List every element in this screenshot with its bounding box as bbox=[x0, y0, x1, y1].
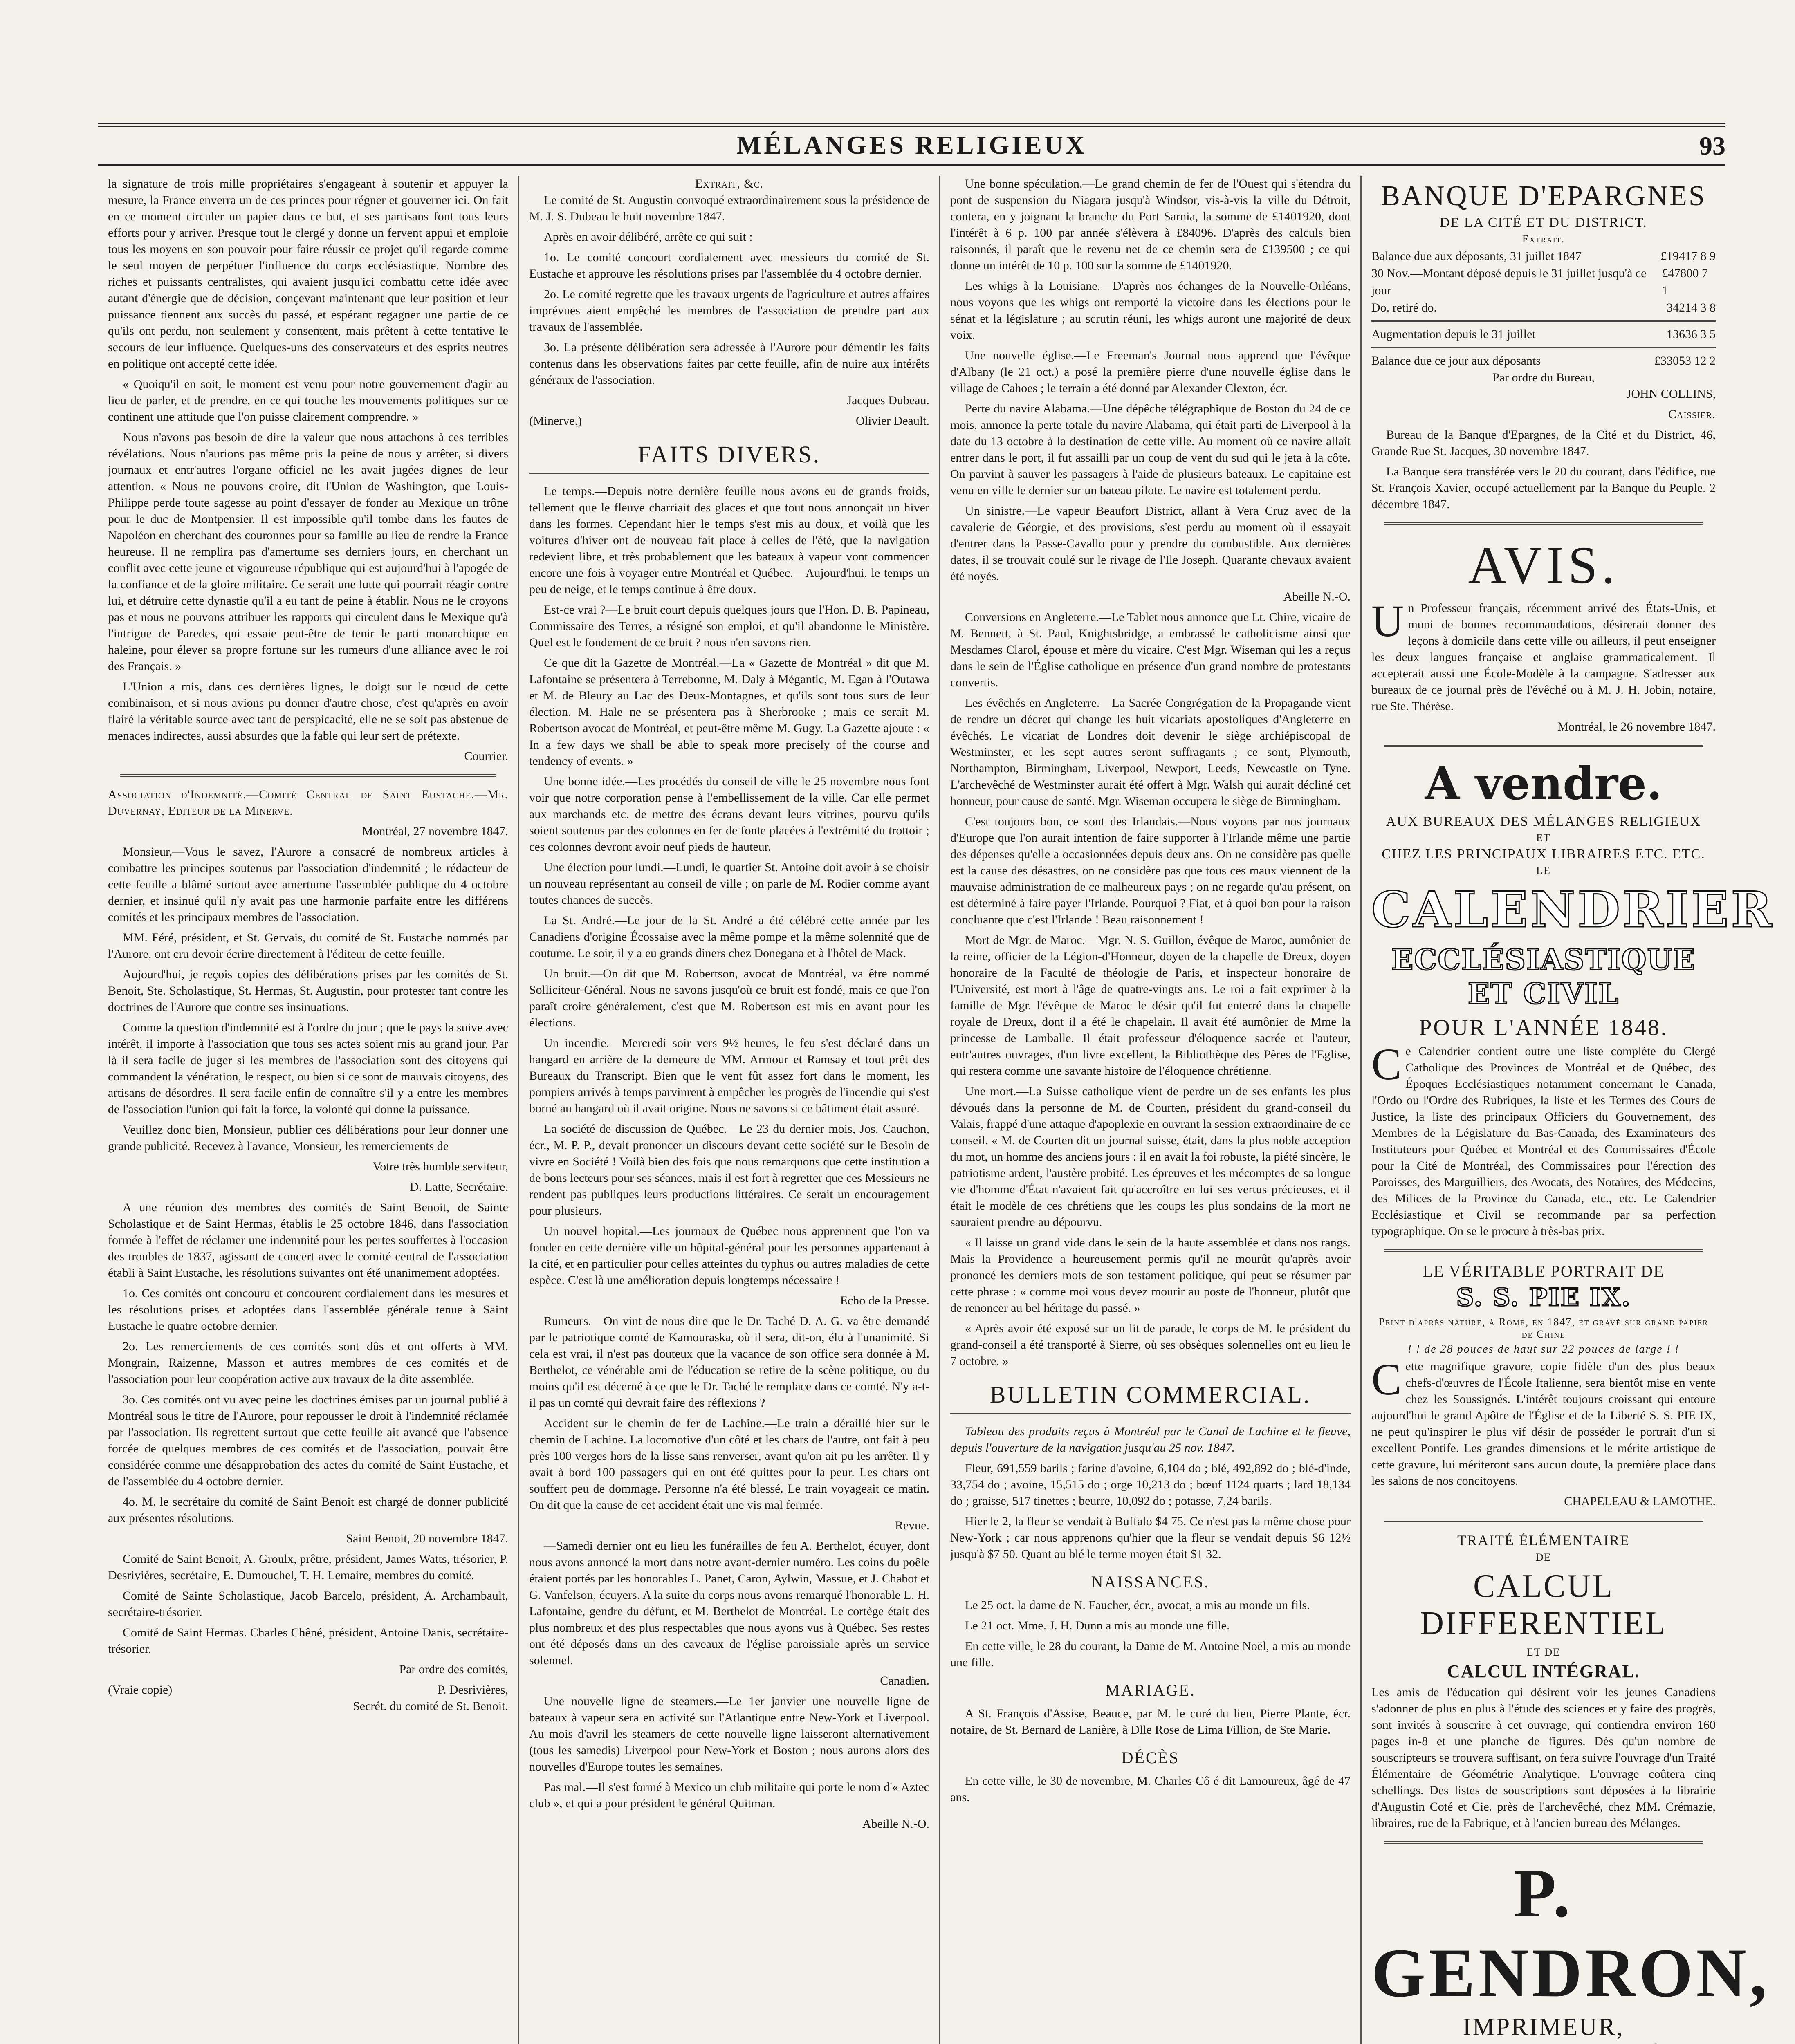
paragraph: Le temps.—Depuis notre dernière feuille nous avons eu de grands froids, tellement que le fleuve charriait des glaces et que tout nous annonçait un hiver dans les formes. Cependant hier le temps s'est mis au doux, et voilà que les voitures d'hiver ont de nouveau fait place à celles de l'été, que la navigation redevient libre, et très probablement que les bateaux à vapeur vont commencer encore une fois à voyager entre Montréal et Québec.—Aujourd'hui, le temps un peu de neige, et le temps continue à être doux. bbox=[529, 484, 929, 596]
divider bbox=[1384, 1520, 1703, 1522]
paragraph: —Samedi dernier ont eu lieu les funérailles de feu A. Berthelot, écuyer, dont nous avons annoncé la mort dans notre avant-dernier numéro. Les coins du poêle étaient portés par les honorables L. Panet, Caron, Aylwin, Massue, et J. Chabot et G. Vanfelson, écuyers. A la suite du corps nous avons remarqué l'honorable L. H. Lafontaine, gendre du défunt, et M. Berthelot de Montréal. Le cortège était des plus nombreux et des plus respectables que nous ayons vus à Québec. Ses restes ont été déposés dans un des caveaux de l'église paroissiale après un service solennel. bbox=[529, 1539, 929, 1667]
signature: P. Desrivières, bbox=[438, 1683, 508, 1697]
source-attribution: Courrier. bbox=[464, 749, 508, 763]
paragraph: C'est toujours bon, ce sont des Irlandais.—Nous voyons par nos journaux d'Europe que l'on aurait intention de faire supporter à l'Irlande même une partie des dépenses qu'elle a occasionnées depuis deux ans. On ne considère pas quelle est la cause des désastres, on ne considère pas que tous ces maux viennent de la mauvaise administration de ce malheureux pays ; on ne regarde qu'au présent, on est déterminé à faire payer l'Irlande. Pourquoi ? Fiat, et à quoi bon pour la raison concluante que c'est l'Irlande ! Beau raisonnement ! bbox=[950, 815, 1351, 926]
extrait-label: Extrait. bbox=[1522, 233, 1565, 245]
row-value: 34214 3 8 bbox=[1667, 301, 1716, 314]
paragraph: Cette magnifique gravure, copie fidèle d'un des plus beaux chefs-d'œuvres de l'École Italienne, sera bientôt mise en vente chez les Soussignés. L'intérêt toujours croissant qui entoure aujourd'hui le grand Apôtre de l'Église et de la Liberté S. S. PIE IX, ne peut qu'inspirer le plus vif désir de posséder le portrait d'un si excellent Pontife. Les grandes dimensions et le mérite artistique de cette gravure, lui mériteront sans aucun doute, la première place dans les salons de nos concitoyens. bbox=[1371, 1354, 1716, 1488]
dateline: Montréal, le 26 novembre 1847. bbox=[1557, 720, 1716, 733]
divider bbox=[1384, 522, 1703, 525]
bank-order: Par ordre du Bureau, bbox=[1492, 371, 1595, 384]
row-label: Do. retiré do. bbox=[1371, 301, 1437, 314]
row-label: Augmentation depuis le 31 juillet bbox=[1371, 327, 1536, 341]
bank-signer: JOHN COLLINS, bbox=[1626, 387, 1716, 401]
row-value: £47800 7 1 bbox=[1662, 267, 1708, 297]
signature: Jacques Dubeau. bbox=[847, 394, 929, 407]
signature: D. Latte, Secrétaire. bbox=[410, 1180, 508, 1194]
source-attribution: Canadien. bbox=[880, 1674, 929, 1688]
signature: Par ordre des comités, bbox=[399, 1663, 508, 1676]
paragraph: « Il laisse un grand vide dans le sein de la haute assemblée et dans nos rangs. Mais la Providence a heureusement permis qu'il ne mourût qu'après avoir prononcé les derniers mots de son testament politique, qui peut se résumer par cette phrase : « comme moi vous devez mourir au poste de l'honneur, plutôt que de renoncer au bel héritage du passé. » bbox=[950, 1236, 1351, 1315]
paragraph: Perte du navire Alabama.—Une dépêche télégraphique de Boston du 24 de ce mois, annonce la perte totale du navire Alabama, qui était parti de Liverpool à la date du 13 octobre à la destination de cette ville. Au moment où ce navire allait entrer dans le port, il fut assailli par un coup de vent du sud qui le jeta à la côte. On parvint à sauver les passagers à l'aide de plusieurs bateaux. Le capitaine est venu en ville le dernier sur un bateau pilote. Le navire est totalement perdu. bbox=[950, 402, 1351, 497]
paragraph: Une nouvelle ligne de steamers.—Le 1er janvier une nouvelle ligne de bateaux à vapeur sera en activité sur l'Atlantique entre New-York et Liverpool. Au mois d'avril les steamers de cette nouvelle ligne laisseront alternativement (tous les samedis) Liverpool pour New-York et Boston ; nous aurons alors des nouvelles d'Europe toutes les semaines. bbox=[529, 1694, 929, 1773]
paragraph: En cette ville, le 30 de novembre, M. Charles Cô é dit Lamoureux, âgé de 47 ans. bbox=[950, 1774, 1351, 1804]
paragraph: Comme la question d'indemnité est à l'ordre du jour ; que le pays la suive avec intérêt, il importe à l'association que tous ses actes soient mis au grand jour. Par là il sera facile de juger si les membres de l'association sont des citoyens qui commandent la vénération, le respect, ou bien si ce sont de mauvais citoyens, des artisans de désordres. Il sera facile enfin de connaître s'il y a entre les membres de l'association l'union qui fait la force, la volonté qui donne la puissance. bbox=[108, 1021, 508, 1116]
signature: Votre très humble serviteur, bbox=[372, 1160, 508, 1173]
treatise-label: ET DE bbox=[1526, 1646, 1561, 1658]
divider bbox=[1384, 1841, 1703, 1844]
subsection-heading: DÉCÈS bbox=[1121, 1748, 1180, 1767]
page-number: 93 bbox=[1699, 131, 1725, 160]
row-label: 30 Nov.—Montant déposé depuis le 31 juillet jusqu'à ce jour bbox=[1371, 267, 1647, 297]
paragraph: Le 25 oct. la dame de N. Faucher, écr., avocat, a mis au monde un fils. bbox=[965, 1598, 1310, 1612]
dateline: Montréal, 27 novembre 1847. bbox=[362, 825, 508, 838]
portrait-subtitle: Peint d'après nature, à Rome, en 1847, et gravé sur grand papier de Chine bbox=[1378, 1316, 1709, 1340]
paragraph: Accident sur le chemin de fer de Lachine.—Le train a déraillé hier sur le chemin de Lachine. La locomotive d'un côté et les chars de l'autre, ont fait à peu près 100 verges hors de la lisse sans renverser, avant qu'on ait pu les arrêter. Il y avait à bord 100 passagers qui en ont été quittes pour la peur. Les chars ont souffert peu de dommage. Personne n'a été blessé. Le train voyageait ce matin. On dit que la cause de cet accident était une vis mal fermée. bbox=[529, 1416, 929, 1512]
treatise-title: CALCUL DIFFERENTIEL bbox=[1420, 1568, 1667, 1641]
treatise-subtitle: CALCUL INTÉGRAL. bbox=[1447, 1661, 1640, 1681]
paragraph: Un bruit.—On dit que M. Robertson, avocat de Montréal, va être nommé Solliciteur-Général. Nous ne savons jusqu'où ce bruit est fondé, mais ce que l'on paraît croire généralement, c'est que M. Robertson est mis en avant pour les élections. bbox=[529, 967, 929, 1029]
paragraph: Les whigs à la Louisiane.—D'après nos échanges de la Nouvelle-Orléans, nous voyons que les whigs ont remporté la victoire dans les élections pour le sénat et la législature ; au scrutin réuni, les whigs auront une majorité de deux voix. bbox=[950, 279, 1351, 342]
row-value: £33053 12 2 bbox=[1654, 354, 1716, 368]
printer-title: IMPRIMEUR, bbox=[1463, 2013, 1624, 2040]
paragraph: la signature de trois mille propriétaires s'engageant à soutenir et appuyer la mesure, la France enverra un de ces princes pour régner et gouverner ici. On fait en ce moment circuler un papier dans ce but, et ses partisans font tous leurs efforts pour y arriver. Presque tout le clergé y donne un fervent appui et emploie tous les moyens en son pouvoir pour faire réussir ce projet qu'il regarde comme le seul moyen de perpétuer l'influence du corps ecclésiastique. Nombre des riches et puissants centralistes, qui avaient jusqu'ici combattu cette idée avec autant d'énergie que de décision, conçevant maintenant que leur position et leur puissance tiennent aux succès du passé, et espérant regagner une partie de ce qu'ils ont perdu, non seulement y consentent, mais prêtent à cette tentative le secours de leur influence. Quelques-uns des conservateurs et des esprits neutres en politique ont accepté cette idée. bbox=[108, 177, 508, 370]
newspaper-title: MÉLANGES RELIGIEUX bbox=[736, 130, 1087, 159]
portrait-subject: S. S. PIE IX. bbox=[1456, 1283, 1631, 1312]
signature: Olivier Deault. bbox=[856, 414, 929, 428]
paragraph: Fleur, 691,559 barils ; farine d'avoine, 6,104 do ; blé, 492,892 do ; blé-d'inde, 33,754 do ; avoine, 15,515 do ; orge 10,213 do ; bœuf 1124 quarts ; lard 18,134 do ; graisse, 517 tinettes ; beurre, 10,092 do ; potasse, 7,24 barils. bbox=[950, 1461, 1351, 1508]
paragraph: Après en avoir délibéré, arrête ce qui suit : bbox=[544, 230, 753, 244]
paragraph: Comité de Sainte Scholastique, Jacob Barcelo, président, A. Archambault, secrétaire-trésorier. bbox=[108, 1589, 508, 1619]
paragraph: 4o. M. le secrétaire du comité de Saint Benoit est chargé de donner publicité aux présentes résolutions. bbox=[108, 1495, 508, 1525]
statement-row bbox=[1371, 326, 1716, 343]
bank-statement bbox=[1371, 248, 1716, 370]
paragraph: MM. Féré, président, et St. Gervais, du comité de St. Eustache nommés par l'Aurore, ont cru devoir écrire directement à l'éditeur de cette feuille. bbox=[108, 931, 508, 961]
paragraph: Une nouvelle église.—Le Freeman's Journal nous apprend que l'évêque d'Albany (le 21 oct.) a posé la première pierre d'une nouvelle église dans le village de Cahoes ; le terrain a été donné par Alexander Clexton, écr. bbox=[950, 349, 1351, 395]
paragraph: 2o. Le comité regrette que les travaux urgents de l'agriculture et autres affaires imprévues aient empêché les membres de l'association de prendre part aux travaux de l'assemblée. bbox=[529, 287, 929, 334]
statement-row bbox=[1371, 248, 1716, 265]
bank-title: BANQUE D'EPARGNES bbox=[1381, 180, 1706, 212]
paragraph: 2o. Les remerciements de ces comités sont dûs et ont offerts à MM. Mongrain, Raizenne, Masson et autres membres de ces comités et de l'association pour leur coopération active aux travaux de la dite assemblée. bbox=[108, 1340, 508, 1386]
extrait-label: Extrait, &c. bbox=[695, 177, 764, 191]
paragraph: Ce que dit la Gazette de Montréal.—La « Gazette de Montréal » dit que M. Lafontaine se présentera à Terrebonne, M. Daly à Mégantic, M. Egan à l'Outawa et M. de Bleury au Lac des Deux-Montagnes, et qu'ils sont tous surs de leur élection. M. Hale ne se présentera pas à Sherbrooke ; mais ce serait M. Robertson avocat de Montréal, et peut-être même M. Gugy. La Gazette ajoute : « In a few days we shall be able to speak more precisely of the course and tendency of events. » bbox=[529, 656, 929, 768]
paragraph: Monsieur,—Vous le savez, l'Aurore a consacré de nombreux articles à combattre les principes soutenus par l'association d'indemnité ; le rédacteur de cette feuille a blâmé surtout avec amertume l'assemblée publique du 4 octobre dernier, et insinué qu'il n'y avait pas une harmonie parfaite entre les différens comités et les principaux membres de l'association. bbox=[108, 845, 508, 924]
subsection-heading: MARIAGE. bbox=[1105, 1681, 1196, 1699]
paragraph: Une élection pour lundi.—Lundi, le quartier St. Antoine doit avoir à se choisir un nouveau représentant au conseil de ville ; on parle de M. Rodier comme ayant toutes chances de succès. bbox=[529, 861, 929, 907]
portrait-size: ! ! de 28 pouces de haut sur 22 pouces de large ! ! bbox=[1407, 1343, 1680, 1356]
paragraph: Une bonne idée.—Les procédés du conseil de ville le 25 novembre nous font voir que notre corporation pense à l'embellissement de la ville. Car elle permet aux marchands etc. de mettre des écrans devant leurs vitrines, pourvu qu'ils soient soutenus par des colonnes en fer de fonte placées à l'extrémité du trottoir ; ces colonnes devront avoir neuf pieds de hauteur. bbox=[529, 775, 929, 854]
ad-subtitle: CHEZ LES PRINCIPAUX LIBRAIRES ETC. ETC. bbox=[1382, 847, 1705, 862]
paragraph: Tableau des produits reçus à Montréal par le Canal de Lachine et le fleuve, depuis l'ouverture de la navigation jusqu'au 25 nov. 1847. bbox=[950, 1425, 1351, 1455]
bank-signer-title: Caissier. bbox=[1668, 408, 1716, 421]
calendar-subtitle: ECCLÉSIASTIQUE ET CIVIL bbox=[1391, 943, 1696, 1011]
source-attribution: Echo de la Presse. bbox=[840, 1294, 929, 1307]
paragraph: Un Professeur français, récemment arrivé des États-Unis, et muni de bonnes recommandations, désirerait donner des leçons à domicile dans cette ville ou ailleurs, il peut enseigner les deux langues française et anglaise grammaticalement. Il accepterait aussi une École-Modèle à la campagne. S'adresser aux bureaux de ce journal près de l'évêché ou à M. J. H. Jobin, notaire, rue Ste. Thérèse. bbox=[1371, 596, 1716, 713]
paragraph: Comité de Saint Benoit, A. Groulx, prêtre, président, James Watts, trésorier, P. Desrivières, secrétaire, E. Dumouchel, T. H. Lemaire, membres du comité. bbox=[108, 1552, 508, 1582]
columns bbox=[98, 176, 1775, 2044]
paragraph: Conversions en Angleterre.—Le Tablet nous annonce que Lt. Chire, vicaire de M. Bennett, à St. Paul, Knightsbridge, a embrassé le catholicisme ainsi que Mesdames Clarol, épouse et mère du vicaire. C'est Mgr. Wiseman qui les a reçus dans le sein de l'Église catholique en présence d'un grand nombre de protestants convertis. bbox=[950, 610, 1351, 689]
source-attribution: Abeille N.-O. bbox=[862, 1817, 929, 1831]
paragraph: Un sinistre.—Le vapeur Beaufort District, allant à Vera Cruz avec de la cavalerie de Géorgie, et des provisions, s'est perdu au moment où il essayait d'entrer dans la Passe-Cavallo pour y prendre du combustible. Aux dernières dates, il se trouvait coulé sur le rivage de l'Ile Joseph. Quarante chevaux avaient été noyés. bbox=[950, 504, 1351, 583]
paragraph: 1o. Le comité concourt cordialement avec messieurs du comité de St. Eustache et approuve les résolutions prises par l'assemblée du 4 octobre dernier. bbox=[529, 251, 929, 280]
paragraph: Une bonne spéculation.—Le grand chemin de fer de l'Ouest qui s'étendra du pont de suspension du Niagara jusqu'à Windsor, vis-à-vis la ville du Détroit, contera, en y joignant la branche du Port Sarnia, la somme de £1401920, dont l'intérêt à 6 p. 100 par année s'élèvera à £84096. D'après des calculs bien raisonnés, il paraît que le revenu net de ce chemin sera de £139500 ; ce qui donne un intérêt de 10 p. 100 sur la somme de £1401920. bbox=[950, 177, 1351, 272]
paragraph: « Quoiqu'il en soit, le moment est venu pour notre gouvernement d'agir au lieu de parler, et de prendre, en ce qui touche les mouvements politiques sur ce continent une attitude que l'on puisse clairement comprendre. » bbox=[108, 377, 508, 424]
statement-row bbox=[1371, 352, 1716, 370]
column-2 bbox=[519, 176, 940, 2044]
paragraph: Un nouvel hopital.—Les journaux de Québec nous apprennent que l'on va fonder en cette dernière ville un hôpital-général pour les personnes appartenant à la cité, et en particulier pour celles atteintes du typhus ou autres maladies de cette espèce. C'est là une amélioration depuis longtemps nécessaire ! bbox=[529, 1224, 929, 1287]
section-heading: FAITS DIVERS. bbox=[529, 441, 929, 474]
paragraph: 1o. Ces comités ont concouru et concourent cordialement dans les mesures et les résolutions prises et adoptées dans l'assemblée générale tenue à Saint Eustache le quatre octobre dernier. bbox=[108, 1286, 508, 1333]
paragraph: « Après avoir été exposé sur un lit de parade, le corps de M. le président du grand-conseil a été transporté à Sierre, où ses obsèques solennelles ont eu lieu le 7 octobre. » bbox=[950, 1322, 1351, 1368]
paragraph: Ce Calendrier contient outre une liste complète du Clergé Catholique des Provinces de Montréal et de Québec, des Époques Ecclésiastiques notamment concernant le Canada, l'Ordo ou l'Ordre des Rubriques, la liste et les Termes des Cours de Justice, la liste des principaux Officiers du Gouvernement, des Membres de la Législature du Bas-Canada, des Examinateurs des Instituteurs pour Québec et Montréal et des Commissaires d'École pour la Cité de Montréal, des Commissaires pour l'érection des Paroisses, des Marguilliers, des Avocats, des Notaires, des Médecins, des Milices de la Province du Canada, etc., etc. Le Calendrier Ecclésiastique et Civil se recommande par sa perfection typographique. On se le procure à très-bas prix. bbox=[1371, 1039, 1716, 1238]
source-attribution: Abeille N.-O. bbox=[1283, 590, 1351, 603]
paragraph: L'Union a mis, dans ces dernières lignes, le doigt sur le nœud de cette combinaison, et si nous avions pu donner d'autre chose, c'est qu'après en avoir flairé la véritable source avec tant de perspicacité, elle ne se soit pas abstenue de menaces indirectes, aussi absurdes que la fable qui leur sert de prétexte. bbox=[108, 680, 508, 742]
paragraph: Un incendie.—Mercredi soir vers 9½ heures, le feu s'est déclaré dans un hangard en arrière de la demeure de MM. Armour et Ramsay et tout prêt des Bureaux du Transcript. Bien que le vent fût assez fort dans le moment, les pompiers arrivés à temps parvinrent à empêcher les progrès de l'incendie qui s'est borné au hangard où il avait origine. Nous ne savons si ce bâtiment était assuré. bbox=[529, 1036, 929, 1115]
row-value: 13636 3 5 bbox=[1667, 327, 1716, 341]
divider bbox=[1371, 320, 1716, 322]
paragraph: A St. François d'Assise, Beauce, par M. le curé du lieu, Pierre Plante, écr. notaire, de St. Bernard de Lanière, à Dlle Rose de Lima Fillion, de Ste Marie. bbox=[950, 1707, 1351, 1737]
signature: CHAPELEAU & LAMOTHE. bbox=[1564, 1495, 1716, 1508]
statement-row bbox=[1371, 299, 1716, 316]
row-label: Balance due ce jour aux déposants bbox=[1371, 354, 1541, 368]
source-attribution: (Minerve.) bbox=[529, 414, 582, 428]
signature: Secrét. du comité de St. Benoit. bbox=[353, 1699, 508, 1713]
treatise-label: DE bbox=[1535, 1551, 1552, 1563]
signature: (Vraie copie) bbox=[108, 1683, 173, 1697]
paragraph: 3o. La présente délibération sera adressée à l'Aurore pour démentir les faits contenus dans les observations faites par cette feuille, afin de nuire aux intérêts généraux de l'association. bbox=[529, 341, 929, 387]
paragraph: La Banque sera transférée vers le 20 du courant, dans l'édifice, rue St. François Xavier, occupé actuellement par la Banque du Peuple. 2 décembre 1847. bbox=[1371, 465, 1716, 511]
section-heading: BULLETIN COMMERCIAL. bbox=[950, 1381, 1351, 1414]
paragraph: Le 21 oct. Mme. J. H. Dunn a mis au monde une fille. bbox=[965, 1619, 1230, 1632]
divider bbox=[1384, 745, 1703, 747]
paragraph: Bureau de la Banque d'Epargnes, de la Cité et du District, 46, Grande Rue St. Jacques, 30 novembre 1847. bbox=[1371, 428, 1716, 458]
ad-subtitle: LE bbox=[1536, 865, 1551, 876]
masthead bbox=[98, 123, 1725, 166]
paragraph: En cette ville, le 28 du courant, la Dame de M. Antoine Noël, a mis au monde une fille. bbox=[950, 1639, 1351, 1669]
bank-subtitle: DE LA CITÉ ET DU DISTRICT. bbox=[1440, 215, 1647, 230]
column-4 bbox=[1362, 176, 1775, 2044]
divider bbox=[1371, 347, 1716, 348]
portrait-title: LE VÉRITABLE PORTRAIT DE bbox=[1423, 1262, 1665, 1280]
paragraph: Veuillez donc bien, Monsieur, publier ces délibérations pour leur donner une grande publicité. Recevez à l'avance, Monsieur, les remerciements de bbox=[108, 1123, 508, 1153]
subsection-heading: NAISSANCES. bbox=[1091, 1573, 1210, 1591]
paragraph: A une réunion des membres des comités de Saint Benoit, de Sainte Scholastique et de Saint Hermas, établis le 25 octobre 1846, dans l'association formée à l'effet de réclamer une indemnité pour les pertes souffertes à l'occasion des troubles de 1837, agissant de concert avec le comité central de l'association établi à Saint Eustache, les résolutions suivantes ont été unanimement adoptées. bbox=[108, 1201, 508, 1280]
divider bbox=[1384, 1249, 1703, 1252]
divider bbox=[120, 774, 496, 777]
row-label: Balance due aux déposants, 31 juillet 1847 bbox=[1371, 249, 1582, 263]
avis-title: AVIS. bbox=[1468, 536, 1619, 595]
row-value: £19417 8 9 bbox=[1660, 249, 1716, 263]
signature-row bbox=[108, 1682, 508, 1698]
for-sale-title: A vendre. bbox=[1425, 757, 1663, 810]
paragraph: Nous n'avons pas besoin de dire la valeur que nous attachons à ces terribles révélations. Nous n'aurions pas même pris la peine de nous y arrêter, si divers journaux et entr'autres l'organe officiel ne les avait jugées dignes de leur attention. « Nous ne pouvons croire, dit l'Union de Washington, que Louis-Philippe perde toute sagesse au point d'essayer de fonder au Mexique un trône pour le duc de Montpensier. Il est impossible qu'il tombe dans les fautes de Napoléon en cherchant des couronnes pour sa famille au lieu de rendre la France heureuse. Il ne remplira pas d'amertume ses derniers jours, en cherchant un conflit avec cette jeune et vigoureuse république qui est aujourd'hui à l'apogée de la confiance et de la gloire militaire. Ce serait une lutte qui pourrait réagir contre lui, et détruire cette dynastie qu'il a eu tant de peine à établir. Nous ne le croyons pas et nous ne pouvons attribuer les rapports qui circulent dans le Mexique qu'à l'intrigue de Paredes, qui essaie peut-être de tenir le parti monarchique en haleine, pour élever sa propre fortune sur les rumeurs d'une alliance avec le roi des Français. » bbox=[108, 430, 508, 673]
calendar-year: POUR L'ANNÉE 1848. bbox=[1419, 1015, 1668, 1040]
column-1 bbox=[98, 176, 519, 2044]
ad-subtitle: ET bbox=[1536, 832, 1551, 844]
printer-name: P. GENDRON, bbox=[1371, 1855, 1770, 2011]
dateline: Saint Benoit, 20 novembre 1847. bbox=[346, 1532, 508, 1545]
column-3 bbox=[940, 176, 1362, 2044]
treatise-label: TRAITÉ ÉLÉMENTAIRE bbox=[1457, 1532, 1630, 1549]
calendar-title: CALENDRIER bbox=[1371, 881, 1775, 939]
paragraph: Les amis de l'éducation qui désirent voir les jeunes Canadiens s'adonner de plus en plus à l'étude des sciences et y faire des progrès, sont invités à souscrire à cet ouvrage, qui contiendra environ 160 pages in-8 et une planche de figures. Dès qu'un nombre de souscripteurs se trouvera suffisant, on fera suivre l'ouvrage d'un Traité Élémentaire de Géométrie Analytique. L'ouvrage coûtera cinq schellings. Des listes de souscriptions sont déposées à la librairie d'Augustin Coté et Cie. près de l'archevêché, chez MM. Crémazie, libraires, rue de la Fabrique, et à l'ancien bureau des Mélanges. bbox=[1371, 1685, 1716, 1830]
paragraph: Le comité de St. Augustin convoqué extraordinairement sous la présidence de M. J. S. Dubeau le huit novembre 1847. bbox=[529, 193, 929, 223]
paragraph: Aujourd'hui, je reçois copies des délibérations prises par les comités de St. Benoit, Ste. Scholastique, St. Hermas, St. Augustin, pour protester tant contre les doctrines de l'Aurore que contre ses insinuations. bbox=[108, 968, 508, 1014]
paragraph: Une mort.—La Suisse catholique vient de perdre un de ses enfants les plus dévoués dans la personne de M. de Courten, président du grand-conseil du Valais, frappé d'une attaque d'apoplexie en ouvrant la session extraordinaire de ce conseil. « M. de Courten dit un journal suisse, était, dans la plus noble acception du mot, un homme des anciens jours : il en avait la foi robuste, la piété sincère, le patriotisme ardent, l'austère probité. Les épreuves et les mécomptes de sa longue vie d'homme d'État n'avaient fait qu'accroître en lui ses vertus précieuses, et il était le modèle de ces chrétiens que les coups les plus sondains de la mort ne sauraient prendre au dépourvu. bbox=[950, 1085, 1351, 1229]
paragraph: Comité de Saint Hermas. Charles Chêné, président, Antoine Danis, secrétaire-trésorier. bbox=[108, 1626, 508, 1656]
statement-row bbox=[1371, 265, 1716, 299]
paragraph: Pas mal.—Il s'est formé à Mexico un club militaire qui porte le nom d'« Aztec club », et qui a pour président le général Quitman. bbox=[529, 1780, 929, 1810]
paragraph: 3o. Ces comités ont vu avec peine les doctrines émises par un journal publié à Montréal sous le titre de l'Aurore, pour repousser le droit à l'indemnité réclamée par l'association. Ils regrettent surtout que cette feuille ait avancé que l'absence forcée de quelques membres de ces comités et de l'association, pouvait être considérée comme une désapprobation des actes du comité de Saint Eustache, et de l'assemblée du 4 octobre dernier. bbox=[108, 1393, 508, 1488]
paragraph: Les évêchés en Angleterre.—La Sacrée Congrégation de la Propagande vient de rendre un décret qui change les huit vicariats apostoliques d'Angleterre en évêchés. Le vicariat de Londres doit devenir le siège archiépiscopal de Westminster, et les sept autres seront suffragants ; ce sont, Plymouth, Northampton, Birmingham, Liverpool, Newport, Leeds, Newcastle on Tyne. L'archevêché de Westminster aurait été offert à Mgr. Walsh qui aurait décliné cet honneur, pour cause de santé. Mgr. Wiseman occupera le siège de Birmingham. bbox=[950, 696, 1351, 808]
signature-row bbox=[529, 413, 929, 429]
paragraph: Est-ce vrai ?—Le bruit court depuis quelques jours que l'Hon. D. B. Papineau, Commissaire des Terres, a résigné son emploi, et qu'il abandonne le Ministère. Quel est le fondement de ce bruit ? nous n'en savons rien. bbox=[529, 603, 929, 649]
paragraph: Hier le 2, la fleur se vendait à Buffalo $4 75. Ce n'est pas la même chose pour New-York ; car nous apprenons qu'hier que la fleur se vendait depuis $6 12½ jusqu'à $7 50. Quant au blé le terme moyen était $1 32. bbox=[950, 1515, 1351, 1561]
ad-subtitle: AUX BUREAUX DES MÉLANGES RELIGIEUX bbox=[1386, 814, 1701, 829]
paragraph: Rumeurs.—On vint de nous dire que le Dr. Taché D. A. G. va être demandé par le patriotique comté de Kamouraska, où il sera, dit-on, élu à l'unanimité. Si cela est vrai, il n'est pas douteux que la vacance de son office sera donnée à M. Berthelot, ce vénérable ami de l'éducation se retire de la scène politique, ou du moins qu'il est décerné à ce que le Dr. Taché le remplace dans ce comté. N'y a-t-il pas un comté qui devrait faire des réflexions ? bbox=[529, 1314, 929, 1410]
paragraph: La société de discussion de Québec.—Le 23 du dernier mois, Jos. Cauchon, écr., M. P. P., devait prononcer un discours devant cette société sur le Besoin de vivre en Société ! Voilà bien des fois que nous remarquons que cette institution a de bons lecteurs pour ses séances, mais il est fort à regretter que ces Messieurs ne rendent pas publiques leurs productions littéraires. Ce serait un encouragement pour plusieurs. bbox=[529, 1122, 929, 1217]
article-heading: Association d'Indemnité.—Comité Central de Saint Eustache.—Mr. Duvernay, Editeur de la Minerve. bbox=[108, 788, 508, 818]
paragraph: La St. André.—Le jour de la St. André a été célébré cette année par les Canadiens d'origine Écossaise avec la même pompe et la même solennité que de coutume. Le soir, il y a eu grands diners chez Donegana et à l'hôtel de Mack. bbox=[529, 914, 929, 960]
paragraph: Mort de Mgr. de Maroc.—Mgr. N. S. Guillon, évêque de Maroc, aumônier de la reine, officier de la Légion-d'Honneur, doyen de la chapelle de Dreux, doyen honoraire de la Faculté de théologie de Paris, et inspecteur honoraire de l'Université, est mort à l'âge de quatre-vingts ans. Le roi a fait exprimer à la famille de Mgr. l'évêque de Maroc le désir qu'il fut enterré dans la chapelle royale de Dreux, dont il a été le chapelain. Il avait été aumônier de Mme la princesse de Lamballe. Il était professeur d'éloquence sacrée et l'auteur, entr'autres ouvrages, d'un livre excellent, la Bibliothèque des Pères de l'Eglise, qui restera comme une savante histoire de l'éloquence chrétienne. bbox=[950, 933, 1351, 1078]
source-attribution: Revue. bbox=[895, 1519, 929, 1532]
